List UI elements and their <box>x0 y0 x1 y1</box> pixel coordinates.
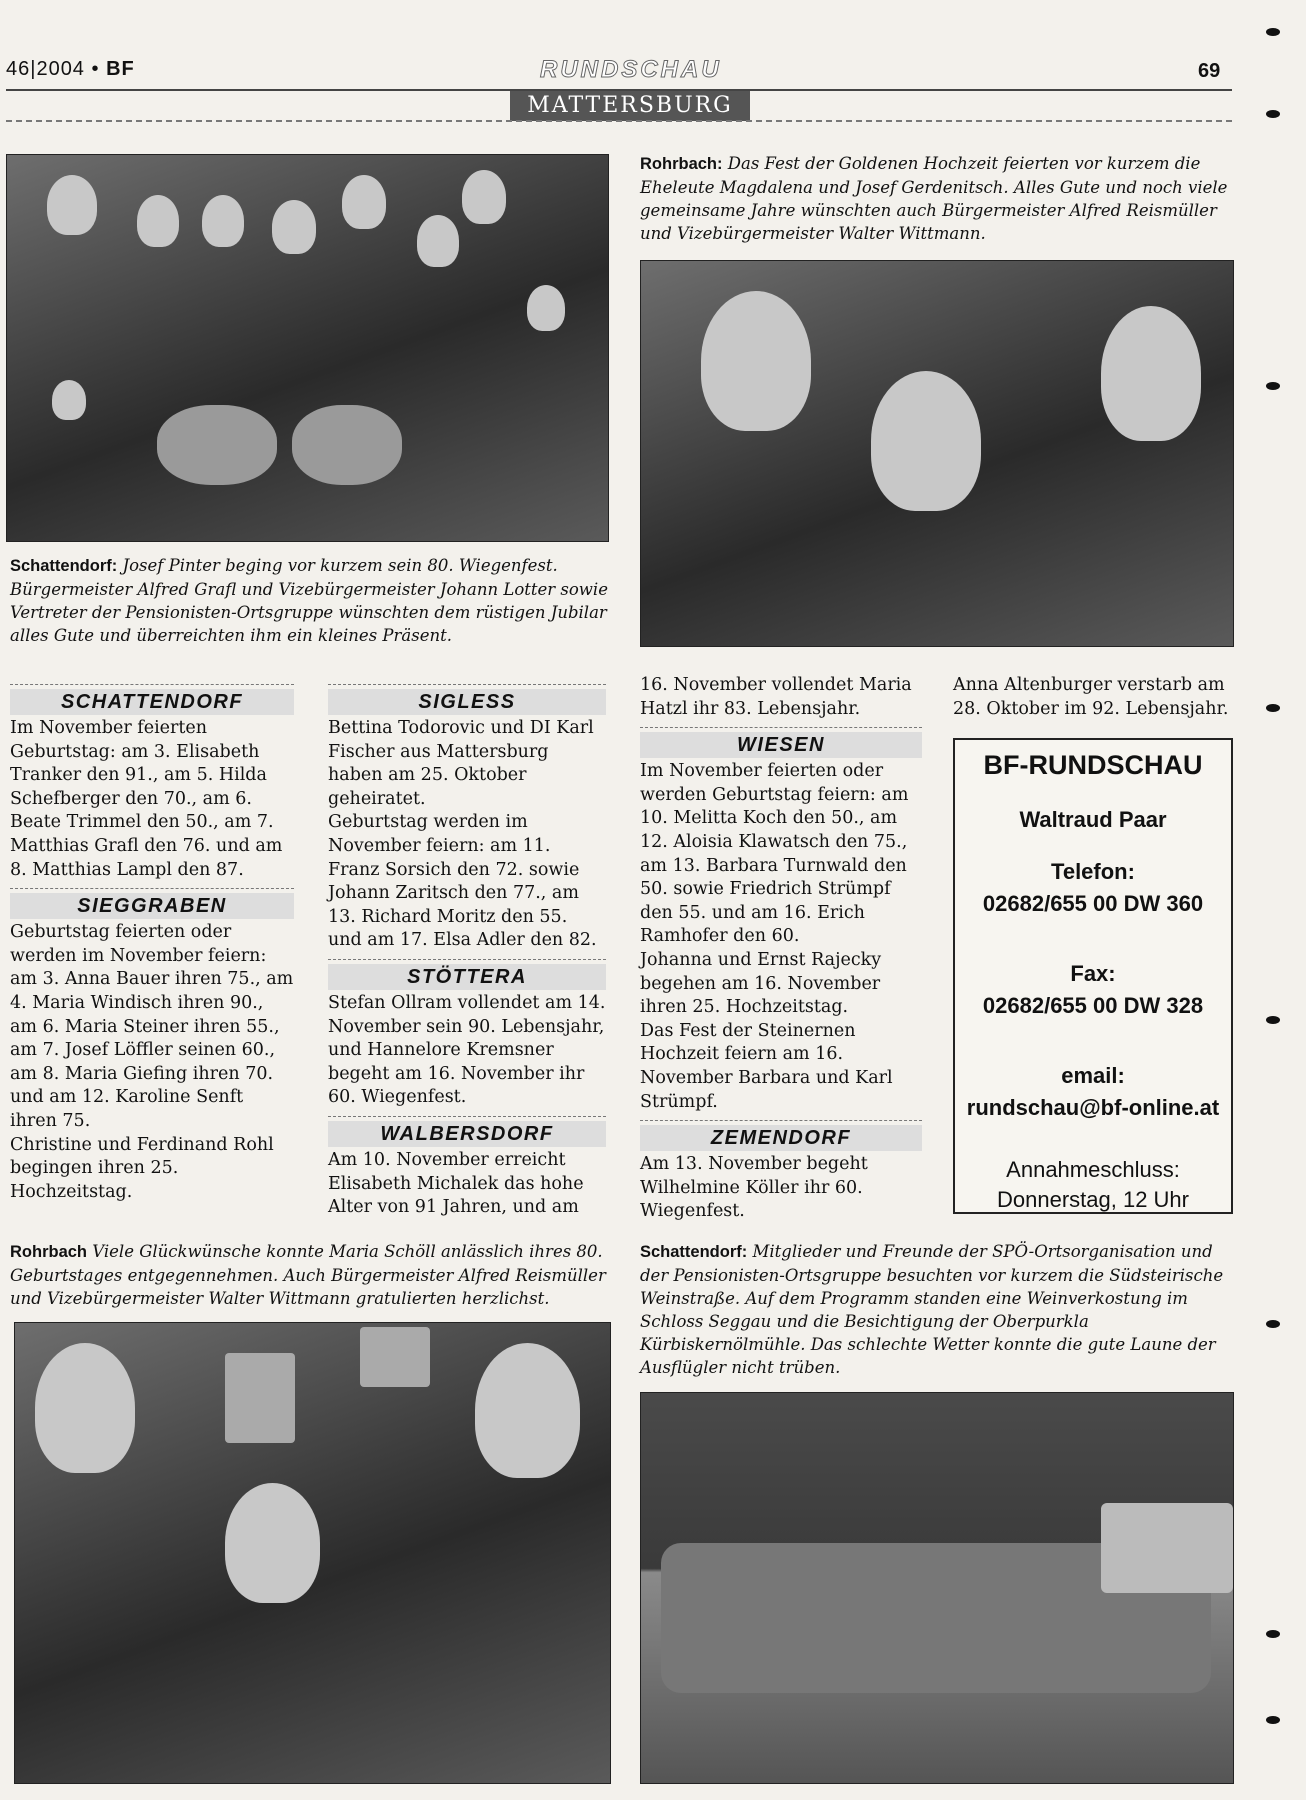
caption-place: Rohrbach <box>10 1243 88 1261</box>
phone-number: 02682/655 00 DW 360 <box>982 891 1204 916</box>
paragraph-wiesen-2: Johanna und Ernst Rajecky begehen am 16. November ihren 25. Hochzeitstag. <box>640 949 882 1018</box>
margin-mark <box>1266 704 1280 712</box>
photo-schattendorf-birthday <box>6 154 609 542</box>
column-2 <box>328 678 606 1220</box>
paragraph-wiesen-1: Im November feierten oder werden Geburtstag feiern: am 10. Melitta Koch den 50., am 12. Aloisia Klawatsch den 75., am 13. Barbara Turnwald den 50. sowie Friedrich Strümpf den 55. und am 16. Erich Ramhofer den 60. <box>640 761 909 947</box>
caption-place: Schattendorf: <box>640 1243 748 1261</box>
deadline-label: Annahmeschluss: <box>1006 1157 1180 1182</box>
margin-mark <box>1266 1630 1280 1638</box>
fax-number: 02682/655 00 DW 328 <box>982 993 1204 1018</box>
caption-rohrbach-golden <box>640 152 1232 245</box>
region-band: MATTERSBURG <box>510 91 750 121</box>
paragraph-walbersdorf-cont: 16. November vollendet Maria Hatzl ihr 83. Lebensjahr. <box>640 675 912 719</box>
email-address: rundschau@bf-online.at <box>966 1095 1220 1120</box>
margin-mark <box>1266 1320 1280 1328</box>
section-heading-walbersdorf: WALBERSDORF <box>328 1116 606 1147</box>
page-number: 69 <box>1198 60 1221 82</box>
caption-rohrbach-80 <box>10 1240 610 1310</box>
contact-name: Waltraud Paar <box>1019 807 1167 832</box>
fax-label: Fax: <box>1070 961 1116 986</box>
margin-mark <box>1266 28 1280 36</box>
paragraph-stoettera: Stefan Ollram vollendet am 14. November sein 90. Lebensjahr, und Hannelore Kremsner begeht am 16. November ihr 60. Wiegenfest. <box>328 992 606 1108</box>
photo-schattendorf-group-trip <box>640 1392 1234 1784</box>
email-label: email: <box>1061 1063 1125 1088</box>
paragraph-walbersdorf: Am 10. November erreicht Elisabeth Michalek das hohe Alter von 91 Jahren, und am <box>328 1149 584 1218</box>
deadline-value: Donnerstag, 12 Uhr <box>997 1187 1189 1212</box>
section-heading-sigless: SIGLESS <box>328 684 606 715</box>
column-1 <box>10 678 294 1204</box>
margin-mark <box>1266 110 1280 118</box>
caption-text: Das Fest der Goldenen Hochzeit feierten vor kurzem die Eheleute Magdalena und Josef Gerdenitsch. Alles Gute und noch viele gemeinsame Jahre wünschten auch Bürgermeister Alfred Reismüller und Vizebürgermeister Walter Wittmann. <box>640 154 1228 243</box>
section-heading-schattendorf: SCHATTENDORF <box>10 684 294 715</box>
paragraph-sieggraben-1: Geburtstag feierten oder werden im November feiern: am 3. Anna Bauer ihren 75., am 4. Maria Windisch ihren 90., am 6. Maria Steiner ihren 55., am 7. Josef Löffler seinen 60., am 8. Maria Giefing ihren 70. und am 12. Karoline Senft ihren 75. <box>10 922 294 1131</box>
caption-schattendorf-trip <box>640 1240 1232 1379</box>
paragraph-wiesen-3: Das Fest der Steinernen Hochzeit feiern am 16. November Barbara und Karl Strümpf. <box>640 1020 893 1112</box>
column-4 <box>953 674 1233 721</box>
phone-label: Telefon: <box>1051 859 1135 884</box>
caption-place: Rohrbach: <box>640 155 723 173</box>
margin-mark <box>1266 1716 1280 1724</box>
brand-label: BF <box>106 58 135 80</box>
header-dashed-rule <box>6 120 1232 122</box>
caption-text: Josef Pinter beging vor kurzem sein 80. Wiegenfest. Bürgermeister Alfred Grafl und Vizebürgermeister Johann Lotter sowie Vertreter der Pensionisten-Ortsgruppe wünschten dem rüstigen Jubilar alles Gute und überreichten ihm ein kleines Präsent. <box>10 556 608 645</box>
section-heading-sieggraben: SIEGGRABEN <box>10 888 294 919</box>
margin-mark <box>1266 382 1280 390</box>
section-heading-stoettera: STÖTTERA <box>328 959 606 990</box>
section-heading-zemendorf: ZEMENDORF <box>640 1120 922 1151</box>
caption-text: Mitglieder und Freunde der SPÖ-Ortsorganisation und der Pensionisten-Ortsgruppe besuchten vor kurzem die Südsteirische Weinstraße. Auf dem Programm standen eine Weinverkostung im Schloss Seggau und die Besichtigung der Oberpurkla Kürbiskernölmühle. Das schlechte Wetter konnte die gute Laune der Ausflügler nicht trüben. <box>640 1242 1224 1377</box>
issue-number <box>6 58 135 81</box>
section-heading-wiesen: WIESEN <box>640 727 922 758</box>
paragraph-sieggraben-2: Christine und Ferdinand Rohl begingen ihren 25. Hochzeitstag. <box>10 1134 274 1202</box>
paragraph-sigless-1: Bettina Todorovic und DI Karl Fischer aus Mattersburg haben am 25. Oktober geheiratet. <box>328 718 594 809</box>
paragraph-sigless-2: Geburtstag werden im November feiern: am 11. Franz Sorsich den 72. sowie Johann Zaritsch den 77., am 13. Richard Moritz den 55. und am 17. Elsa Adler den 82. <box>328 812 597 951</box>
paragraph-zemendorf: Am 13. November begeht Wilhelmine Köller ihr 60. Wiegenfest. <box>640 1154 868 1222</box>
caption-schattendorf <box>10 554 610 647</box>
issue-label: 46|2004 • <box>6 58 100 80</box>
caption-place: Schattendorf: <box>10 557 118 575</box>
photo-rohrbach-golden-wedding <box>640 260 1234 647</box>
paragraph-schattendorf: Im November feierten Geburtstag: am 3. Elisabeth Tranker den 91., am 5. Hilda Schefberger den 70., am 6. Beate Trimmel den 50., am 7. Matthias Grafl den 76. und am 8. Matthias Lampl den 87. <box>10 718 283 880</box>
caption-text: Viele Glückwünsche konnte Maria Schöll anlässlich ihres 80. Geburtstages entgegennehmen. Auch Bürgermeister Alfred Reismüller und Vizebürgermeister Walter Wittmann gratulierten herzlichst. <box>10 1242 606 1308</box>
paper-title: RUNDSCHAU <box>540 56 722 83</box>
column-3 <box>640 674 922 1224</box>
contact-title: BF-RUNDSCHAU <box>983 750 1203 780</box>
photo-rohrbach-birthday <box>14 1322 611 1784</box>
contact-box <box>953 738 1233 1214</box>
paragraph-zemendorf-cont: Anna Altenburger verstarb am 28. Oktober im 92. Lebensjahr. <box>953 675 1229 719</box>
margin-mark <box>1266 1016 1280 1024</box>
